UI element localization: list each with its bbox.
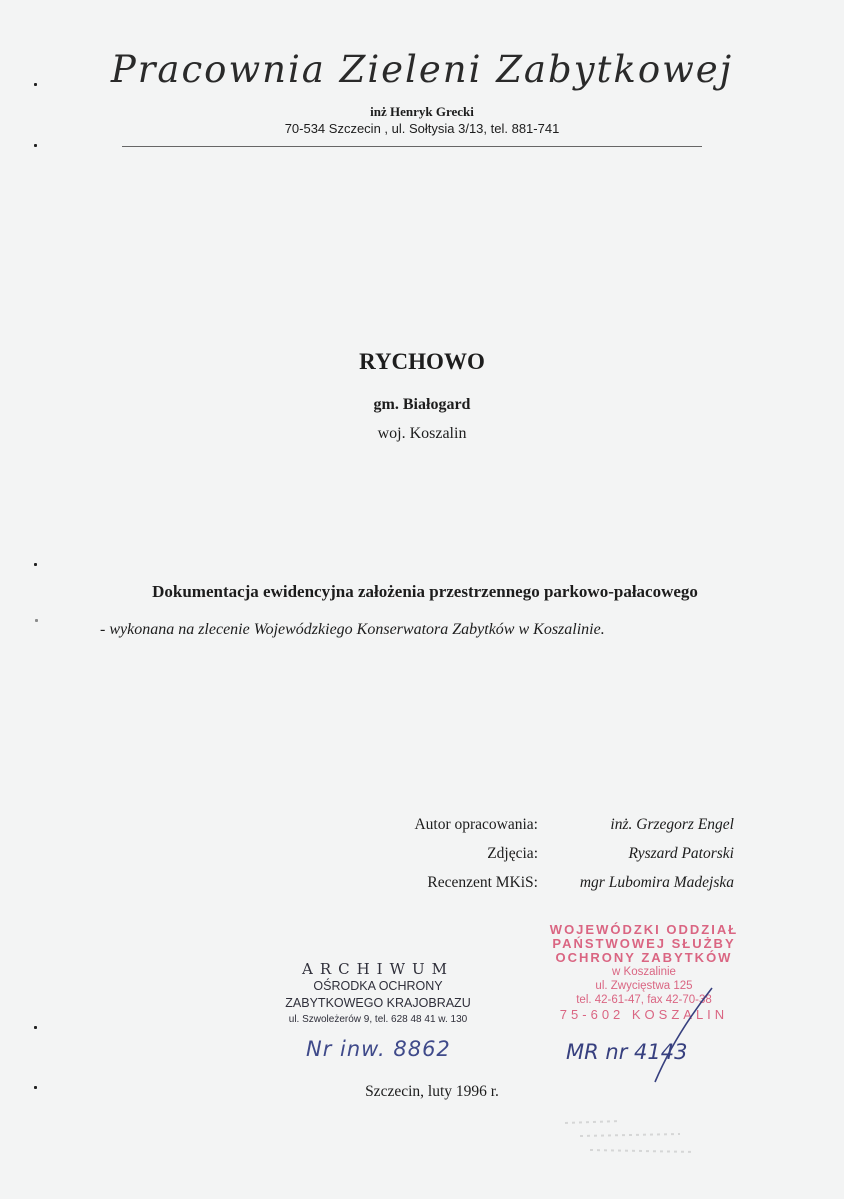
scan-speck (34, 83, 37, 86)
credit-value: Ryszard Patorski (628, 844, 734, 862)
scan-speck (34, 144, 37, 147)
office-stamp-line: w Koszalinie (612, 966, 676, 978)
document-title: Dokumentacja ewidencyjna założenia przestrzennego parkowo-pałacowego (152, 582, 698, 601)
document-subtitle: - wykonana na zlecenie Wojewódzkiego Konserwatora Zabytków w Koszalinie. (100, 621, 605, 638)
faint-stamp-residue (560, 1108, 700, 1168)
gmina-label: gm. Białogard (373, 396, 471, 413)
credit-label: Recenzent MKiS: (427, 873, 538, 891)
scan-speck (34, 1026, 37, 1029)
credit-label: Autor opracowania: (414, 815, 538, 833)
place-title: RYCHOWO (359, 349, 485, 374)
office-stamp-line: PAŃSTWOWEJ SŁUŻBY (552, 936, 736, 951)
office-stamp-line: 75-602 KOSZALIN (559, 1007, 729, 1022)
letterhead-owner: inż Henryk Grecki (370, 104, 474, 119)
credit-value: inż. Grzegorz Engel (610, 815, 734, 833)
voivodeship-label: woj. Koszalin (377, 425, 467, 442)
office-stamp-line: WOJEWÓDZKI ODDZIAŁ (549, 922, 739, 937)
letterhead-address: 70-534 Szczecin , ul. Sołtysia 3/13, tel. 881-741 (284, 121, 560, 136)
scan-speck (35, 619, 38, 622)
office-stamp-line: OCHRONY ZABYTKÓW (555, 950, 733, 965)
place-and-date: Szczecin, luty 1996 r. (365, 1083, 499, 1100)
scan-speck (34, 563, 37, 566)
office-stamp-line: tel. 42-61-47, fax 42-70-38 (576, 994, 712, 1006)
office-stamp-line: ul. Zwycięstwa 125 (595, 980, 693, 992)
archive-stamp-line: OŚRODKA OCHRONY (313, 979, 443, 993)
credit-label: Zdjęcia: (487, 844, 538, 862)
credit-value: mgr Lubomira Madejska (579, 873, 734, 891)
scan-speck (34, 1086, 37, 1089)
inventory-number-handwritten: Nr inw. 8862 (306, 1037, 451, 1061)
reference-number-handwritten: MR nr 4143 (566, 1040, 688, 1064)
archive-stamp-heading: ARCHIWUM (301, 960, 455, 978)
letterhead-company: Pracownia Zieleni Zabytkowej (110, 48, 734, 91)
archive-stamp-line: ZABYTKOWEGO KRAJOBRAZU (285, 996, 471, 1010)
archive-stamp-address: ul. Szwoleżerów 9, tel. 628 48 41 w. 130 (288, 1014, 468, 1025)
